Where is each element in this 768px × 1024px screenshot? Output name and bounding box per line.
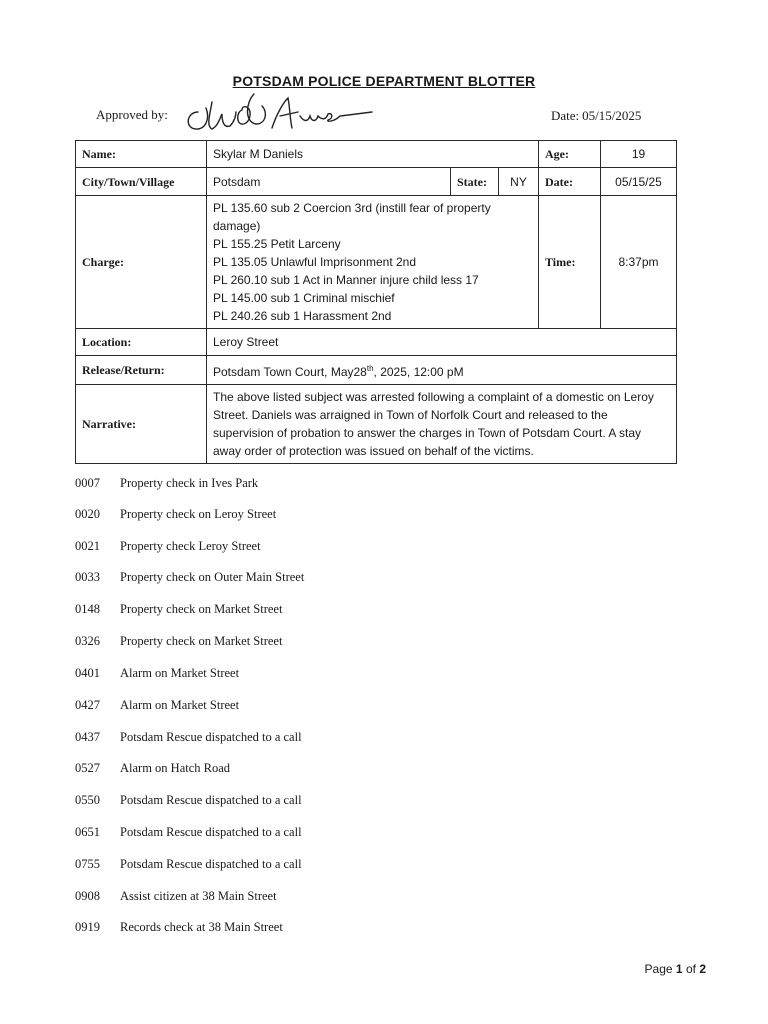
charge-line: PL 135.05 Unlawful Imprisonment 2nd (213, 255, 417, 269)
page-indicator (645, 962, 706, 976)
log-description: Assist citizen at 38 Main Street (120, 889, 277, 903)
release-label: Release/Return: (76, 356, 207, 385)
log-entry (75, 825, 575, 845)
page-of-label: of (685, 962, 696, 976)
page-total: 2 (699, 962, 706, 976)
narrative-label: Narrative: (76, 385, 207, 464)
log-description: Records check at 38 Main Street (120, 920, 283, 934)
narrative-text: The above listed subject was arrested following a complaint of a domestic on Leroy Street. Daniels was arraigned in Town of Norfolk Court and released to the supervision of probation to answer the charges in Town of Potsdam Court. A stay away order of protection was issued on behalf of the victims. (207, 385, 677, 464)
blotter-title: POTSDAM POLICE DEPARTMENT BLOTTER (232, 73, 536, 89)
release-value (207, 356, 677, 385)
release-text: Potsdam Town Court, May28 (213, 364, 367, 379)
log-time: 0007 (75, 476, 100, 490)
log-time: 0755 (75, 857, 100, 871)
log-time: 0550 (75, 793, 100, 807)
charge-line: PL 145.00 sub 1 Criminal mischief (213, 291, 395, 305)
date-value: 05/15/25 (601, 168, 677, 196)
city-value: Potsdam (207, 168, 451, 196)
state-value: NY (499, 168, 539, 196)
charge-label: Charge: (76, 196, 207, 329)
log-time: 0401 (75, 666, 100, 680)
log-time: 0527 (75, 761, 100, 775)
log-time: 0021 (75, 539, 100, 553)
age-label: Age: (539, 141, 601, 168)
log-description: Property check on Market Street (120, 602, 283, 616)
age-value: 19 (601, 141, 677, 168)
page-label: Page (644, 962, 673, 976)
charge-line: PL 155.25 Petit Larceny (213, 237, 341, 251)
approval-date-value: 05/15/2025 (582, 108, 642, 123)
release-text-end: , 2025, 12:00 pM (373, 364, 464, 379)
log-description: Alarm on Market Street (120, 666, 240, 680)
approval-date (548, 108, 641, 124)
log-description: Potsdam Rescue dispatched to a call (120, 857, 302, 871)
log-description: Property check on Outer Main Street (120, 570, 305, 584)
date-label: Date: (539, 168, 601, 196)
log-description: Property check Leroy Street (120, 539, 261, 553)
time-value: 8:37pm (601, 196, 677, 329)
log-time: 0033 (75, 570, 100, 584)
log-time: 0908 (75, 889, 100, 903)
approval-date-label: Date: (551, 108, 580, 123)
log-entry (75, 761, 575, 781)
charge-line: PL 260.10 sub 1 Act in Manner injure child less 17 (213, 273, 479, 287)
log-time: 0020 (75, 507, 100, 521)
city-label: City/Town/Village (76, 168, 207, 196)
approved-by-label: Approved by: (96, 107, 168, 122)
log-description: Potsdam Rescue dispatched to a call (120, 825, 302, 839)
log-description: Alarm on Hatch Road (120, 761, 231, 775)
log-entry (75, 666, 575, 686)
log-entry (75, 476, 575, 496)
log-description: Potsdam Rescue dispatched to a call (120, 730, 302, 744)
log-description: Potsdam Rescue dispatched to a call (120, 793, 302, 807)
log-time: 0919 (75, 920, 100, 934)
log-entry (75, 539, 575, 559)
log-entry (75, 634, 575, 654)
log-description: Property check on Leroy Street (120, 507, 277, 521)
charge-list (207, 196, 539, 329)
log-description: Property check on Market Street (120, 634, 283, 648)
log-time: 0651 (75, 825, 100, 839)
log-entry (75, 793, 575, 813)
page-current: 1 (675, 962, 683, 976)
location-value: Leroy Street (207, 329, 677, 356)
log-time: 0148 (75, 602, 100, 616)
log-time: 0437 (75, 730, 100, 744)
log-entry (75, 730, 575, 750)
log-time: 0427 (75, 698, 100, 712)
log-entry (75, 602, 575, 622)
charge-line: PL 240.26 sub 1 Harassment 2nd (213, 309, 392, 323)
charge-line: PL 135.60 sub 2 Coercion 3rd (instill fear of property (213, 201, 491, 215)
approval-signature (176, 82, 376, 134)
charge-line: damage) (213, 219, 261, 233)
state-label: State: (451, 168, 499, 196)
log-entry (75, 698, 575, 718)
arrest-record-table (75, 140, 677, 464)
log-entry (75, 920, 575, 940)
log-entry (75, 570, 575, 590)
name-value: Skylar M Daniels (207, 141, 539, 168)
location-label: Location: (76, 329, 207, 356)
log-description: Property check in Ives Park (120, 476, 259, 490)
release-ordinal: th (366, 363, 374, 373)
log-entry (75, 889, 575, 909)
log-time: 0326 (75, 634, 100, 648)
name-label: Name: (76, 141, 207, 168)
log-description: Alarm on Market Street (120, 698, 240, 712)
time-label: Time: (539, 196, 601, 329)
log-entry (75, 507, 575, 527)
log-entry (75, 857, 575, 877)
